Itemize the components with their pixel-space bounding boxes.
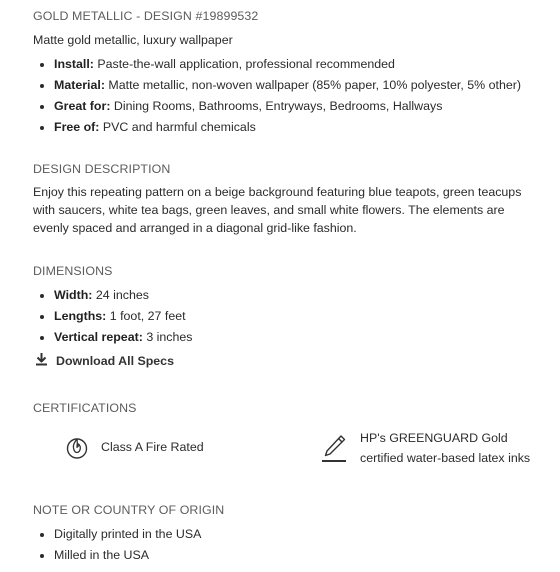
feature-value: PVC and harmful chemicals (102, 120, 256, 134)
description-text: Enjoy this repeating pattern on a beige background featuring blue teapots, green teacups with saucers, white tea bags, green leaves, and small white flowers. The elements are evenly spaced and arranged in a diagonal grid-like fashion. (33, 185, 522, 235)
feature-key: Install: (54, 57, 94, 71)
feature-list (38, 54, 521, 138)
dimension-value: 24 inches (95, 288, 149, 302)
origin-heading: NOTE OR COUNTRY OF ORIGIN (33, 503, 225, 517)
product-tagline: Matte gold metallic, luxury wallpaper (33, 33, 233, 47)
dimensions-heading: DIMENSIONS (33, 264, 113, 278)
dimension-value: 3 inches (146, 330, 193, 344)
feature-item-free-of (38, 117, 521, 138)
dimension-item-width (38, 285, 192, 306)
feature-value: Paste-the-wall application, professional recommended (97, 57, 395, 71)
cert-greenguard-line1: HP's GREENGUARD Gold (360, 431, 508, 445)
certifications-heading: CERTIFICATIONS (33, 401, 137, 415)
dimension-item-lengths (38, 306, 192, 327)
feature-key: Free of: (54, 120, 100, 134)
download-specs-label: Download All Specs (56, 353, 174, 368)
origin-item: Digitally printed in the USA (38, 524, 201, 545)
dimension-value: 1 foot, 27 feet (109, 309, 186, 323)
dimensions-list (38, 285, 192, 348)
download-icon (35, 352, 48, 369)
dimension-key: Lengths: (54, 309, 107, 323)
feature-value: Dining Rooms, Bathrooms, Entryways, Bedrooms, Hallways (113, 99, 443, 113)
origin-list (38, 524, 201, 566)
feature-item-install (38, 54, 521, 75)
cert-greenguard-text (360, 428, 530, 468)
pen-icon (320, 431, 348, 465)
cert-greenguard (320, 428, 530, 468)
dimension-item-vertical-repeat (38, 327, 192, 348)
feature-value: Matte metallic, non-woven wallpaper (85% paper, 10% polyester, 5% other) (108, 78, 521, 92)
feature-key: Material: (54, 78, 105, 92)
description-heading: DESIGN DESCRIPTION (33, 162, 171, 176)
download-specs-link[interactable] (35, 352, 174, 369)
origin-item: Milled in the USA (38, 545, 201, 566)
cert-fire-rated (65, 435, 204, 459)
feature-item-great-for (38, 96, 521, 117)
feature-item-material (38, 75, 521, 96)
cert-greenguard-line2: certified water-based latex inks (360, 451, 531, 465)
product-heading: GOLD METALLIC - DESIGN #19899532 (33, 9, 259, 23)
feature-key: Great for: (54, 99, 111, 113)
cert-fire-label: Class A Fire Rated (101, 440, 204, 454)
dimension-key: Width: (54, 288, 93, 302)
dimension-key: Vertical repeat: (54, 330, 143, 344)
flame-icon (65, 435, 89, 459)
